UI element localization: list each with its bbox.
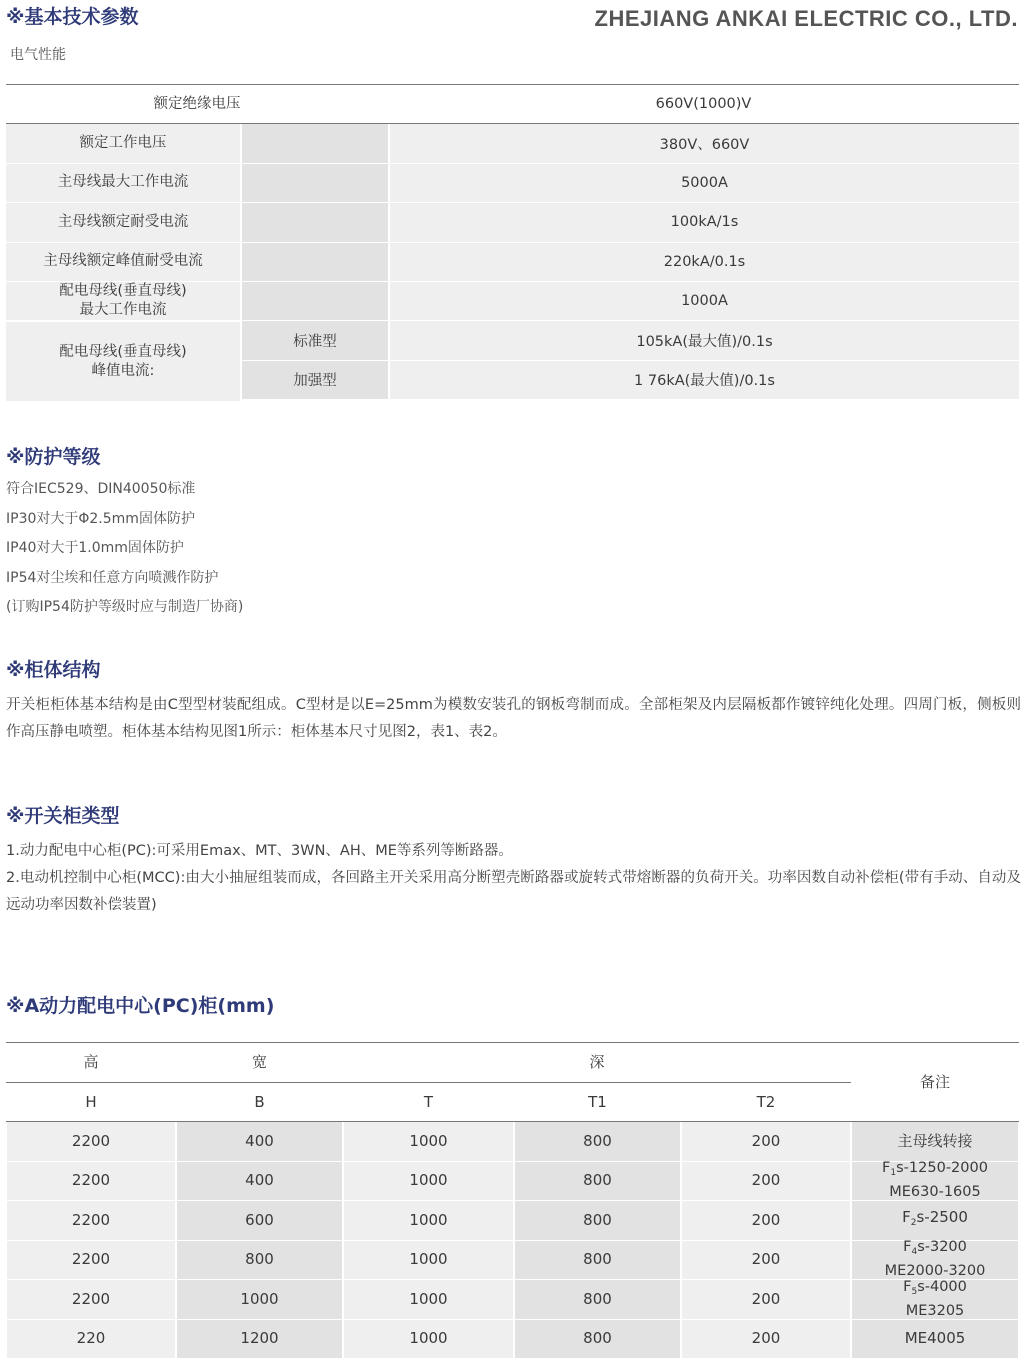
note-subscript: 4	[911, 1247, 918, 1258]
pc-dimensions-table	[6, 1042, 1019, 1358]
spec-value: 5000A	[388, 164, 1019, 202]
cell-T2: 200	[682, 1122, 850, 1161]
cell-note	[852, 1162, 1018, 1201]
cell-T2: 200	[682, 1241, 850, 1280]
spec-label: 额定绝缘电压	[6, 85, 388, 124]
spec-type: 标准型	[240, 321, 388, 359]
spec-label: 主母线最大工作电流	[6, 164, 240, 202]
header-depth: 深	[589, 1053, 605, 1071]
note-subscript: 1	[890, 1168, 897, 1179]
spec-label: 主母线额定耐受电流	[6, 203, 240, 241]
section-title-protection: ※防护等级	[6, 446, 101, 468]
protection-line: IP54对尘埃和任意方向喷溅作防护	[6, 569, 219, 586]
cell-T: 1000	[344, 1241, 513, 1280]
cell-B: 1200	[177, 1320, 342, 1359]
spec-value: 380V、660V	[388, 124, 1019, 162]
note-line: ME4005	[904, 1329, 966, 1348]
spec-blank	[240, 124, 388, 162]
header-width: 宽	[251, 1053, 267, 1071]
spec-row	[6, 124, 1019, 163]
protection-list	[6, 475, 243, 623]
spec-value: 105kA(最大值)/0.1s	[388, 321, 1019, 359]
spec-row	[6, 203, 1019, 242]
spec-row	[6, 85, 1019, 124]
spec-row	[6, 243, 1019, 282]
cell-note	[852, 1122, 1018, 1161]
cell-T: 1000	[344, 1201, 513, 1240]
cell-T2: 200	[682, 1320, 850, 1359]
spec-value: 220kA/0.1s	[388, 243, 1019, 281]
spec-row	[6, 282, 1019, 321]
spec-label-peak: 配电母线(垂直母线) 峰值电流:	[6, 322, 240, 401]
header-height: 高	[83, 1053, 99, 1071]
note-line: ME2000-3200	[884, 1263, 986, 1280]
cell-note	[852, 1320, 1018, 1359]
cell-T2: 200	[682, 1280, 850, 1319]
structure-paragraph: 开关柜柜体基本结构是由C型型材装配组成。C型材是以E=25mm为模数安装孔的钢板弯制而成。全部柜架及内层隔板都作镀锌纯化处理。四周门板，侧板则作高压静电喷塑。柜体基本结构见图1所示：柜体基本尺寸见图2，表1、表2。	[6, 697, 1021, 740]
cell-T1: 800	[515, 1162, 680, 1201]
cell-B: 600	[177, 1201, 342, 1240]
cell-note	[852, 1241, 1018, 1280]
cell-H: 2200	[7, 1241, 175, 1280]
spec-blank	[240, 164, 388, 202]
spec-label: 配电母线(垂直母线) 最大工作电流	[6, 282, 240, 320]
cell-T: 1000	[344, 1122, 513, 1161]
cell-T1: 800	[515, 1201, 680, 1240]
spec-value: 1000A	[388, 282, 1019, 320]
cell-T: 1000	[344, 1320, 513, 1359]
col-header: T	[423, 1092, 434, 1111]
cell-B: 400	[177, 1122, 342, 1161]
note-subscript: 5	[911, 1286, 918, 1297]
spec-value: 660V(1000)V	[388, 85, 1019, 124]
spec-label: 主母线额定峰值耐受电流	[6, 243, 240, 281]
cell-H: 2200	[7, 1162, 175, 1201]
cell-T: 1000	[344, 1162, 513, 1201]
section-title-pc: ※A动力配电中心(PC)柜(mm)	[6, 995, 275, 1017]
cell-B: 1000	[177, 1280, 342, 1319]
cell-T2: 200	[682, 1162, 850, 1201]
cell-B: 800	[177, 1241, 342, 1280]
spec-value: 100kA/1s	[388, 203, 1019, 241]
cell-note	[852, 1201, 1018, 1240]
type-line: 1.动力配电中心柜(PC):可采用Emax、MT、3WN、AH、ME等系列等断路器。	[6, 843, 513, 859]
note-subscript: 2	[910, 1217, 917, 1228]
cell-T1: 800	[515, 1280, 680, 1319]
spec-blank	[240, 243, 388, 281]
protection-line: (订购IP54防护等级时应与制造厂协商)	[6, 599, 244, 615]
note-line: $F_1s-1250-2000$	[882, 1160, 988, 1179]
col-header: T1	[588, 1092, 607, 1111]
cell-H: 2200	[7, 1280, 175, 1319]
col-header: B	[254, 1092, 265, 1111]
section-title-basic: ※基本技术参数	[6, 6, 139, 28]
col-header: H	[85, 1092, 97, 1111]
cell-T1: 800	[515, 1241, 680, 1280]
cell-note	[852, 1280, 1018, 1319]
spec-blank	[240, 203, 388, 241]
cell-T2: 200	[682, 1201, 850, 1240]
note-line: $F_5s-4000$	[903, 1278, 967, 1297]
protection-line: 符合IEC529、DIN40050标准	[6, 481, 196, 497]
spec-row	[6, 164, 1019, 203]
note-line: $F_4s-3200$	[903, 1239, 967, 1258]
type-line: 2.电动机控制中心柜(MCC):由大小抽屉组装而成，各回路主开关采用高分断塑壳断路器或旋转式带熔断器的负荷开关。功率因数自动补偿柜(带有手动、自动及远动功率因数补偿装置)	[6, 870, 1021, 913]
cell-B: 400	[177, 1162, 342, 1201]
cell-H: 220	[7, 1320, 175, 1359]
spec-blank	[240, 282, 388, 320]
cell-H: 2200	[7, 1201, 175, 1240]
company-name: ZHEJIANG ANKAI ELECTRIC CO., LTD.	[594, 6, 1018, 31]
note-line: 主母线转接	[897, 1131, 973, 1150]
protection-line: IP40对大于1.0mm固体防护	[6, 540, 184, 556]
cell-H: 2200	[7, 1122, 175, 1161]
cell-T1: 800	[515, 1320, 680, 1359]
note-line: ME3205	[905, 1302, 965, 1319]
section-title-structure: ※柜体结构	[6, 659, 101, 681]
cell-T: 1000	[344, 1280, 513, 1319]
spec-label: 额定工作电压	[6, 124, 240, 162]
protection-line: IP30对大于Φ2.5mm固体防护	[6, 510, 195, 527]
subtitle-electrical: 电气性能	[10, 47, 66, 63]
header-note: 备注	[919, 1072, 950, 1091]
types-paragraph	[6, 838, 1021, 919]
section-title-types: ※开关柜类型	[6, 805, 120, 827]
col-header: T2	[756, 1092, 776, 1111]
spec-table	[6, 84, 1019, 400]
note-line: ME630-1605	[889, 1184, 981, 1201]
cell-T1: 800	[515, 1122, 680, 1161]
spec-type: 加强型	[240, 361, 388, 399]
spec-value: 1 76kA(最大值)/0.1s	[388, 361, 1019, 399]
note-line: $F_2s-2500$	[902, 1207, 968, 1228]
